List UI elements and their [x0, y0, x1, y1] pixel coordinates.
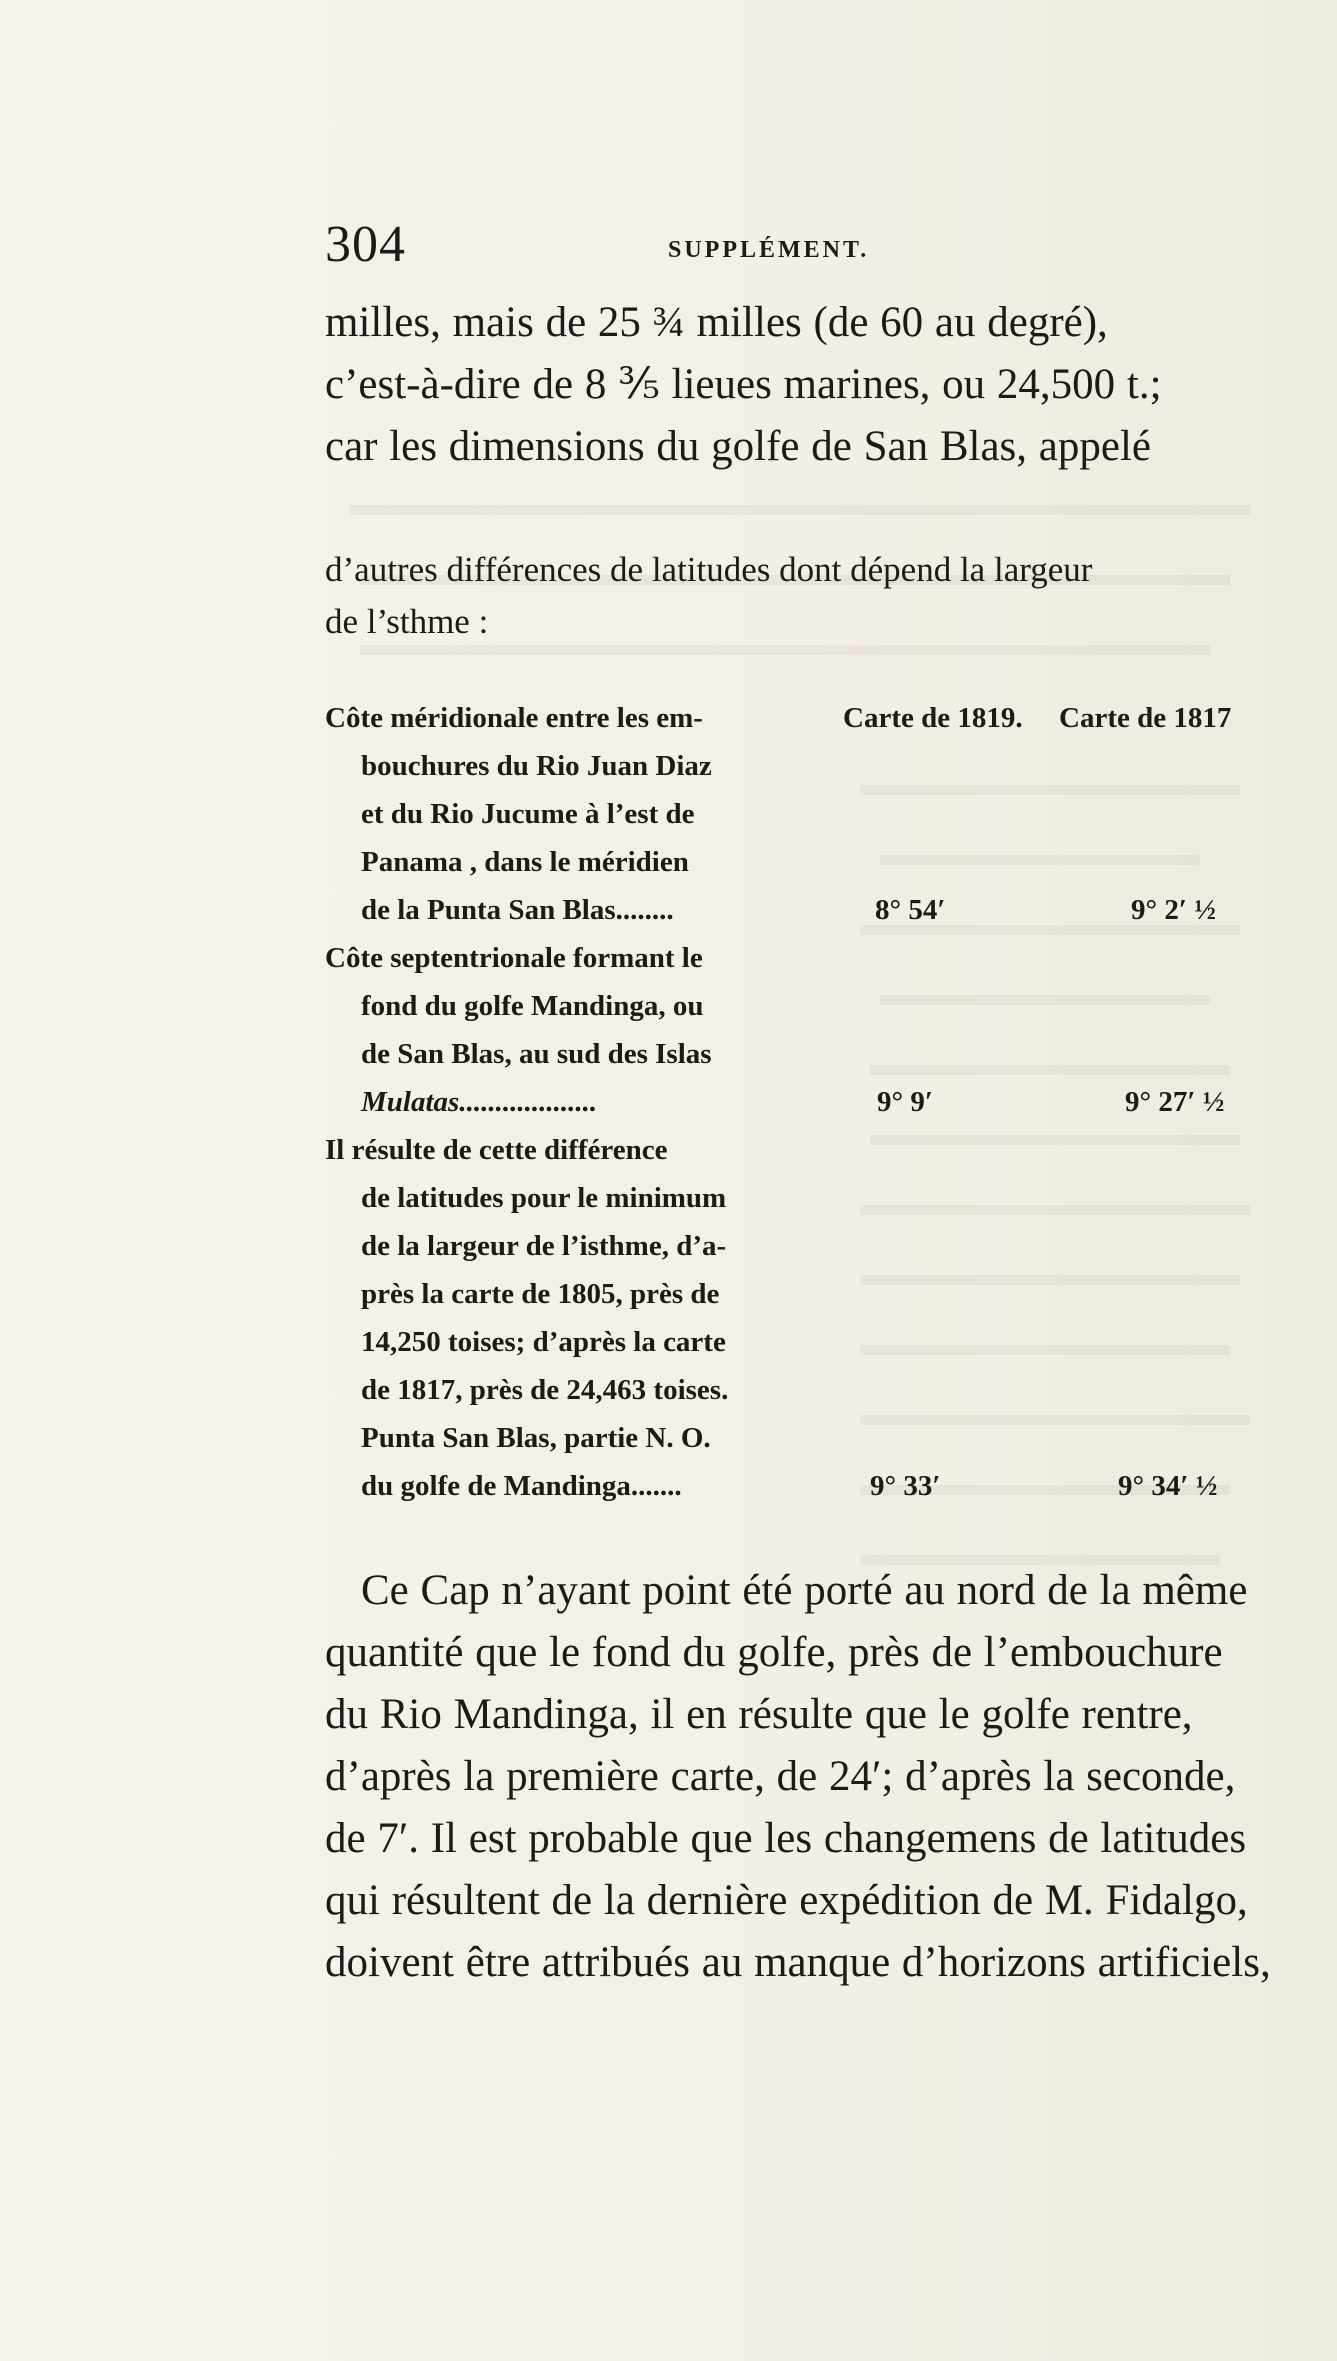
intro-line-2: de l’sthme :	[325, 602, 489, 641]
table-row-4-value-1817: 9° 34′ ½	[1118, 1470, 1218, 1502]
closing-paragraph	[325, 1562, 1271, 1992]
table-row-1-value-1817: 9° 2′ ½	[1131, 894, 1217, 926]
opening-line-2: c’est-à-dire de 8 ⅗ lieues marines, ou 24,500 t.;	[325, 361, 1162, 408]
table-row-3-line-4: près la carte de 1805, près de	[361, 1278, 720, 1310]
table-row-2-line-4: Mulatas...................	[361, 1086, 598, 1118]
closing-line-6: qui résultent de la dernière expédition de M. Fidalgo,	[325, 1877, 1248, 1924]
closing-line-1: Ce Cap n’ayant point été porté au nord de la même	[361, 1567, 1248, 1614]
table-row-4-line-2: du golfe de Mandinga.......	[361, 1470, 682, 1502]
table-row-2-value-1817: 9° 27′ ½	[1125, 1086, 1225, 1118]
latitude-table	[325, 700, 1255, 1502]
closing-line-4: d’après la première carte, de 24′; d’après la seconde,	[325, 1753, 1236, 1800]
table-row-1-value-1819: 8° 54′	[875, 894, 946, 926]
table-row-1-line-3: et du Rio Jucume à l’est de	[361, 798, 695, 830]
table-row-2-line-2: fond du golfe Mandinga, ou	[361, 990, 704, 1022]
intro-line-1: d’autres différences de latitudes dont dépend la largeur	[325, 550, 1093, 589]
table-row-3-line-5: 14,250 toises; d’après la carte	[361, 1326, 726, 1358]
opening-paragraph	[325, 294, 1255, 484]
table-row-2-line-3: de San Blas, au sud des Islas	[361, 1038, 712, 1070]
table-header-1817: Carte de 1817	[1059, 702, 1232, 734]
table-header-1819: Carte de 1819.	[843, 702, 1023, 734]
opening-line-3: car les dimensions du golfe de San Blas, appelé	[325, 423, 1151, 470]
page-number: 304	[325, 216, 406, 273]
table-row-3-line-1: Il résulte de cette différence	[325, 1134, 668, 1166]
running-title: SUPPLÉMENT.	[668, 237, 870, 263]
table-row-2-line-1: Côte septentrionale formant le	[325, 942, 703, 974]
intro-paragraph	[325, 546, 1255, 646]
table-row-3-line-6: de 1817, près de 24,463 toises.	[361, 1374, 729, 1406]
table-row-4-line-1: Punta San Blas, partie N. O.	[361, 1422, 711, 1454]
table-row-3-line-2: de latitudes pour le minimum	[361, 1182, 727, 1214]
table-row-1-line-5: de la Punta San Blas........	[361, 894, 674, 926]
table-row-4-value-1819: 9° 33′	[870, 1470, 941, 1502]
table-row-1-line-1: Côte méridionale entre les em-	[325, 702, 703, 734]
table-row-1-line-4: Panama , dans le méridien	[361, 846, 689, 878]
closing-line-2: quantité que le fond du golfe, près de l’embouchure	[325, 1629, 1223, 1676]
closing-line-7: doivent être attribués au manque d’horizons artificiels,	[325, 1939, 1271, 1986]
table-row-2-value-1819: 9° 9′	[877, 1086, 934, 1118]
closing-line-3: du Rio Mandinga, il en résulte que le golfe rentre,	[325, 1691, 1193, 1738]
page-header	[325, 215, 915, 275]
table-row-1-line-2: bouchures du Rio Juan Diaz	[361, 750, 712, 782]
opening-line-1: milles, mais de 25 ¾ milles (de 60 au degré),	[325, 299, 1108, 346]
closing-line-5: de 7′. Il est probable que les changemens de latitudes	[325, 1815, 1247, 1862]
table-row-3-line-3: de la largeur de l’isthme, d’a-	[361, 1230, 727, 1262]
